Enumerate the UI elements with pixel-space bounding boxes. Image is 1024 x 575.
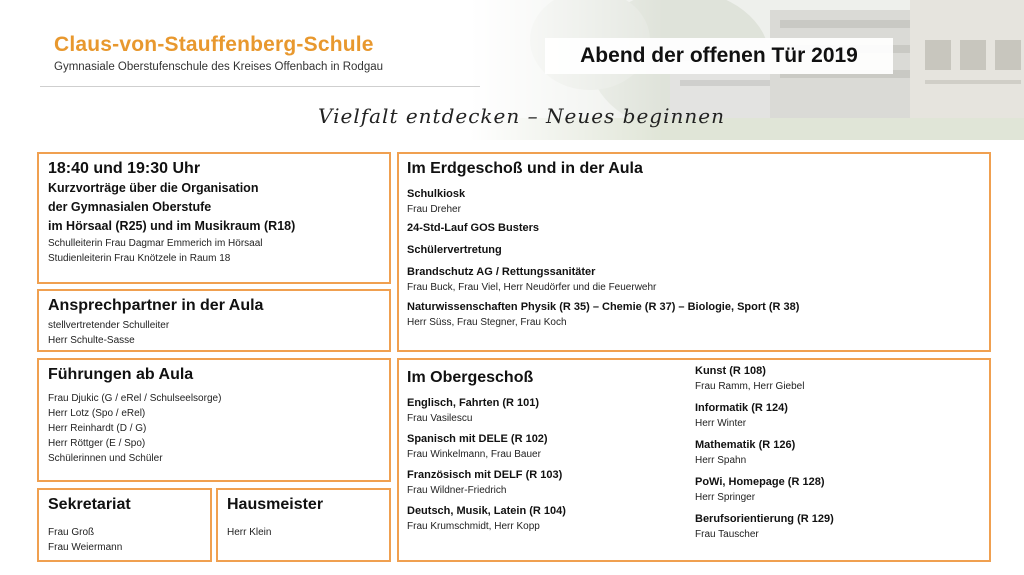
tours-title: Führungen ab Aula (48, 366, 194, 383)
item-name: Französisch mit DELF (R 103) (407, 469, 563, 481)
school-subtitle: Gymnasiale Oberstufenschule des Kreises Offenbach in Rodgau (54, 61, 384, 73)
lectures-box (37, 152, 391, 284)
contact-title: Ansprechpartner in der Aula (48, 297, 264, 314)
lectures-line: Kurzvorträge über die Organisation (48, 181, 259, 195)
list-item (695, 438, 985, 468)
item-people: Frau Wildner-Friedrich (407, 485, 507, 496)
tours-person: Schülerinnen und Schüler (48, 453, 163, 464)
item-name: 24-Std-Lauf GOS Busters (407, 222, 540, 234)
item-people: Frau Krumschmidt, Herr Kopp (407, 521, 540, 532)
secretariat-box (37, 488, 212, 562)
item-name: PoWi, Homepage (R 128) (695, 476, 825, 488)
list-item (407, 265, 981, 295)
upper-floor-box (397, 358, 991, 562)
item-people: Frau Ramm, Herr Giebel (695, 381, 805, 392)
list-item (407, 243, 981, 258)
item-people: Frau Vasilescu (407, 413, 473, 424)
contact-name: Herr Schulte-Sasse (48, 335, 135, 346)
upper-floor-left-column (407, 368, 677, 539)
item-people: Frau Buck, Frau Viel, Herr Neudörfer und die Feuerwehr (407, 282, 657, 293)
upper-floor-right-column (695, 364, 985, 547)
list-item (407, 504, 677, 534)
tours-person: Frau Djukic (G / eRel / Schulseelsorge) (48, 393, 222, 404)
secretariat-person: Frau Weiermann (48, 542, 123, 553)
motto: Vielfalt entdecken – Neues beginnen (318, 104, 725, 128)
lectures-person: Studienleiterin Frau Knötzele in Raum 18 (48, 253, 231, 264)
secretariat-title: Sekretariat (48, 496, 131, 513)
item-people: Herr Süss, Frau Stegner, Frau Koch (407, 317, 567, 328)
item-name: Schülervertretung (407, 244, 502, 256)
tours-person: Herr Röttger (E / Spo) (48, 438, 146, 449)
item-name: Deutsch, Musik, Latein (R 104) (407, 505, 566, 517)
item-name: Berufsorientierung (R 129) (695, 513, 834, 525)
item-name: Informatik (R 124) (695, 402, 788, 414)
item-people: Herr Spahn (695, 455, 747, 466)
item-people: Frau Winkelmann, Frau Bauer (407, 449, 541, 460)
item-name: Naturwissenschaften Physik (R 35) – Chemie (R 37) – Biologie, Sport (R 38) (407, 301, 800, 313)
item-people: Frau Tauscher (695, 529, 759, 540)
tours-person: Herr Lotz (Spo / eRel) (48, 408, 146, 419)
tours-person: Herr Reinhardt (D / G) (48, 423, 147, 434)
list-item (695, 475, 985, 505)
caretaker-box (216, 488, 391, 562)
event-title: Abend der offenen Tür 2019 (545, 38, 893, 74)
list-item (695, 364, 985, 394)
list-item (407, 396, 677, 426)
caretaker-person: Herr Klein (227, 527, 272, 538)
contact-box (37, 289, 391, 352)
contact-role: stellvertretender Schulleiter (48, 320, 170, 331)
caretaker-title: Hausmeister (227, 496, 324, 513)
item-people: Frau Dreher (407, 204, 461, 215)
upper-floor-title: Im Obergeschoß (407, 369, 534, 386)
item-people: Herr Winter (695, 418, 747, 429)
secretariat-person: Frau Groß (48, 527, 95, 538)
item-name: Schulkiosk (407, 188, 466, 200)
list-item (407, 468, 677, 498)
school-name: Claus-von-Stauffenberg-Schule (54, 33, 374, 56)
item-name: Englisch, Fahrten (R 101) (407, 397, 540, 409)
item-name: Kunst (R 108) (695, 365, 766, 377)
lectures-line: der Gymnasialen Oberstufe (48, 200, 212, 214)
ground-floor-title: Im Erdgeschoß und in der Aula (407, 160, 643, 177)
item-name: Spanisch mit DELE (R 102) (407, 433, 548, 445)
header-divider (40, 86, 480, 87)
item-name: Mathematik (R 126) (695, 439, 796, 451)
lectures-time: 18:40 und 19:30 Uhr (48, 160, 201, 177)
list-item (407, 300, 981, 330)
list-item (407, 187, 981, 217)
list-item (695, 512, 985, 542)
item-people: Herr Springer (695, 492, 756, 503)
lectures-line: im Hörsaal (R25) und im Musikraum (R18) (48, 219, 296, 233)
ground-floor-box (397, 152, 991, 352)
tours-box (37, 358, 391, 482)
list-item (407, 221, 981, 236)
list-item (695, 401, 985, 431)
item-name: Brandschutz AG / Rettungssanitäter (407, 266, 596, 278)
list-item (407, 432, 677, 462)
lectures-person: Schulleiterin Frau Dagmar Emmerich im Hörsaal (48, 238, 263, 249)
